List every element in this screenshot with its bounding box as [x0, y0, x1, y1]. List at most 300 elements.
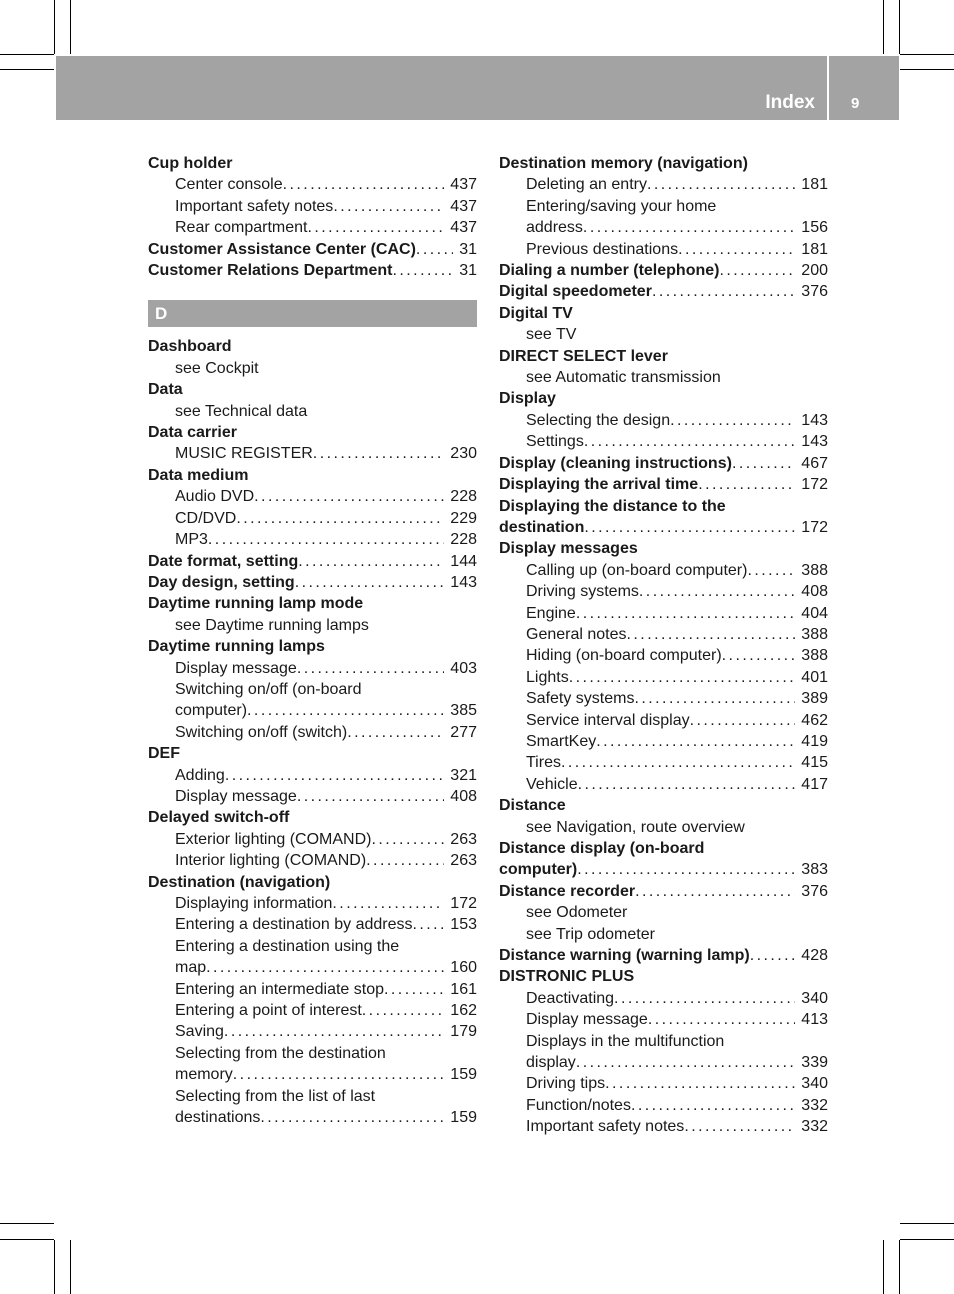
index-subentry	[148, 486, 477, 507]
entry-text: Entering an intermediate stop	[175, 980, 385, 998]
index-subentry	[499, 217, 828, 238]
leader-dots	[208, 529, 444, 550]
entry-text: Day design, setting	[148, 573, 295, 591]
index-subentry	[148, 786, 477, 807]
page-reference: 385	[450, 702, 477, 720]
page-reference: 228	[450, 488, 477, 506]
index-heading	[499, 281, 828, 302]
entry-text: DEF	[148, 745, 180, 763]
page-reference: 415	[801, 754, 828, 772]
entry-text: General notes	[526, 625, 627, 643]
page-reference: 263	[450, 830, 477, 848]
entry-text: Digital speedometer	[499, 283, 652, 301]
entry-text: Distance display (on-board	[499, 840, 705, 857]
page-reference: 229	[450, 509, 477, 527]
page-reference: 437	[450, 197, 477, 215]
page-number: 9	[851, 95, 860, 112]
index-subentry	[499, 774, 828, 795]
page-reference: 159	[450, 1066, 477, 1084]
leader-dots	[576, 603, 795, 624]
page-reference: 339	[801, 1054, 828, 1072]
index-subentry	[499, 988, 828, 1009]
leader-dots	[635, 881, 795, 902]
crop-mark	[899, 1240, 900, 1294]
page-reference: 31	[459, 240, 477, 258]
entry-text: Exterior lighting (COMAND)	[175, 830, 372, 848]
entry-text: DISTRONIC PLUS	[499, 968, 635, 986]
page-reference: 143	[801, 433, 828, 451]
crop-mark	[883, 1240, 884, 1294]
entry-text: Vehicle	[526, 775, 578, 793]
index-heading	[148, 465, 477, 486]
index-heading	[499, 496, 828, 517]
page-reference: 156	[801, 219, 828, 237]
entry-text: Selecting the design	[526, 411, 671, 429]
entry-text: address	[526, 219, 583, 237]
leader-dots	[332, 893, 444, 914]
leader-dots	[627, 624, 796, 645]
index-heading	[499, 859, 828, 880]
leader-dots	[690, 710, 796, 731]
leader-dots	[254, 486, 444, 507]
leader-dots	[313, 443, 445, 464]
leader-dots	[652, 281, 795, 302]
entry-text: Entering a destination by address	[175, 916, 413, 934]
entry-text: Display	[499, 390, 556, 408]
index-heading	[148, 572, 477, 593]
page-reference: 230	[450, 445, 477, 463]
page-reference: 144	[450, 552, 477, 570]
entry-text: SmartKey	[526, 732, 597, 750]
page-reference: 143	[450, 573, 477, 591]
index-heading	[499, 303, 828, 324]
entry-text: Display message	[175, 787, 297, 805]
index-subentry	[499, 1052, 828, 1073]
entry-text: Data carrier	[148, 424, 237, 442]
entry-text: display	[526, 1054, 576, 1072]
index-heading	[148, 239, 477, 260]
leader-dots	[347, 722, 444, 743]
entry-text: Cup holder	[148, 155, 233, 172]
page-reference: 340	[801, 1075, 828, 1093]
index-subentry	[499, 1073, 828, 1094]
index-subentry	[499, 581, 828, 602]
entry-text: Saving	[175, 1023, 224, 1041]
page-reference: 340	[801, 989, 828, 1007]
leader-dots	[634, 688, 795, 709]
index-subentry	[148, 979, 477, 1000]
leader-dots	[614, 988, 795, 1009]
page-reference: 388	[801, 561, 828, 579]
index-subentry	[499, 603, 828, 624]
page-reference: 388	[801, 647, 828, 665]
index-heading	[148, 336, 477, 357]
page-reference: 181	[801, 240, 828, 258]
index-subentry	[148, 1000, 477, 1021]
entry-text: see Automatic transmission	[526, 369, 721, 387]
page-reference: 321	[450, 766, 477, 784]
leader-dots	[698, 474, 795, 495]
entry-text: Display (cleaning instructions)	[499, 454, 732, 472]
crop-mark	[70, 1240, 71, 1294]
index-column-left	[148, 153, 477, 1128]
entry-text: MUSIC REGISTER	[175, 445, 313, 463]
index-subentry	[499, 902, 828, 923]
index-heading	[148, 636, 477, 657]
page-reference: 437	[450, 176, 477, 194]
leader-dots	[247, 700, 444, 721]
index-subentry	[148, 1043, 477, 1064]
index-subentry	[499, 817, 828, 838]
index-heading	[499, 474, 828, 495]
index-subentry	[148, 508, 477, 529]
entry-text: Display messages	[499, 540, 638, 558]
entry-text: Daytime running lamps	[148, 638, 325, 656]
leader-dots	[384, 979, 444, 1000]
entry-text: Display message	[526, 1011, 648, 1029]
index-subentry	[499, 752, 828, 773]
leader-dots	[371, 829, 444, 850]
index-subentry	[148, 722, 477, 743]
index-subentry	[148, 174, 477, 195]
entry-text: see Technical data	[175, 402, 308, 420]
entry-text: Deleting an entry	[526, 176, 647, 194]
page-reference: 159	[450, 1109, 477, 1127]
entry-text: Destination memory (navigation)	[499, 155, 748, 172]
index-heading	[499, 538, 828, 559]
leader-dots	[750, 945, 796, 966]
index-subentry	[499, 1095, 828, 1116]
index-heading	[148, 260, 477, 281]
entry-text: Settings	[526, 433, 584, 451]
crop-mark	[900, 54, 954, 55]
entry-text: Driving tips	[526, 1075, 606, 1093]
leader-dots	[670, 410, 795, 431]
leader-dots	[366, 850, 444, 871]
entry-text: Displaying the arrival time	[499, 476, 699, 494]
index-subentry	[499, 688, 828, 709]
leader-dots	[584, 517, 795, 538]
page-reference: 179	[450, 1023, 477, 1041]
crop-mark	[883, 0, 884, 54]
entry-text: Engine	[526, 604, 576, 622]
crop-mark	[70, 0, 71, 54]
leader-dots	[362, 1000, 445, 1021]
index-subentry	[148, 829, 477, 850]
page-reference: 31	[459, 262, 477, 280]
entry-text: Customer Assistance Center (CAC)	[148, 240, 416, 258]
leader-dots	[561, 752, 795, 773]
index-heading	[499, 517, 828, 538]
index-subentry	[148, 529, 477, 550]
leader-dots	[297, 786, 444, 807]
entry-text: Audio DVD	[175, 488, 255, 506]
page-reference: 332	[801, 1118, 828, 1136]
leader-dots	[647, 174, 795, 195]
entry-text: Daytime running lamp mode	[148, 595, 364, 613]
entry-text: Safety systems	[526, 690, 635, 708]
entry-text: Date format, setting	[148, 552, 299, 570]
entry-text: see Trip odometer	[526, 925, 655, 943]
index-heading	[499, 453, 828, 474]
leader-dots	[393, 260, 454, 281]
index-subentry	[499, 667, 828, 688]
crop-mark	[899, 0, 900, 54]
index-heading	[499, 838, 828, 859]
leader-dots	[260, 1107, 444, 1128]
page-reference: 404	[801, 604, 828, 622]
leader-dots	[308, 217, 445, 238]
entry-text: Entering/saving your home	[526, 197, 717, 215]
index-heading	[499, 346, 828, 367]
page-reference: 376	[801, 882, 828, 900]
index-subentry	[148, 217, 477, 238]
entry-text: Digital TV	[499, 304, 573, 322]
index-subentry	[148, 1086, 477, 1107]
crop-mark	[0, 69, 54, 70]
leader-dots	[283, 174, 445, 195]
leader-dots	[416, 239, 453, 260]
leader-dots	[605, 1073, 795, 1094]
entry-text: Driving systems	[526, 583, 639, 601]
entry-text: see Cockpit	[175, 359, 259, 377]
page-reference: 172	[450, 895, 477, 912]
page-reference: 200	[801, 262, 828, 280]
index-subentry	[499, 410, 828, 431]
entry-text: Tires	[526, 754, 561, 772]
page-reference: 332	[801, 1096, 828, 1114]
index-subentry	[499, 174, 828, 195]
leader-dots	[596, 731, 795, 752]
index-subentry	[148, 443, 477, 464]
index-subentry	[148, 893, 477, 914]
page-reference: 413	[801, 1011, 828, 1029]
index-subentry	[148, 936, 477, 957]
page-number-box	[829, 56, 899, 120]
entry-text: map	[175, 959, 207, 977]
page-reference: 403	[450, 659, 477, 677]
page-reference: 383	[801, 861, 828, 879]
crop-mark	[900, 1239, 954, 1240]
index-subentry	[499, 367, 828, 388]
page-reference: 263	[450, 852, 477, 870]
index-subentry	[499, 924, 828, 945]
page-reference: 143	[801, 411, 828, 429]
index-heading	[148, 422, 477, 443]
page-reference: 437	[450, 219, 477, 237]
index-subentry	[499, 431, 828, 452]
page-reference: 228	[450, 531, 477, 549]
entry-text: Adding	[175, 766, 225, 784]
entry-text: Switching on/off (switch)	[175, 723, 348, 741]
leader-dots	[333, 196, 444, 217]
index-heading	[148, 743, 477, 764]
crop-mark	[900, 69, 954, 70]
index-subentry	[499, 731, 828, 752]
crop-mark	[900, 1223, 954, 1224]
entry-text: Display message	[175, 659, 297, 677]
index-subentry	[148, 358, 477, 379]
entry-text: Function/notes	[526, 1096, 631, 1114]
entry-text: Calling up (on-board computer)	[526, 561, 748, 579]
page-reference: 428	[801, 947, 828, 965]
entry-text: Data medium	[148, 466, 249, 484]
entry-text: Important safety notes	[526, 1118, 685, 1136]
entry-text: Destination (navigation)	[148, 873, 331, 891]
entry-text: Selecting from the destination	[175, 1044, 386, 1062]
index-entries-d-continued	[499, 153, 828, 1138]
index-subentry	[148, 401, 477, 422]
entry-text: Important safety notes	[175, 197, 334, 215]
index-heading	[499, 153, 828, 174]
index-subentry	[148, 700, 477, 721]
crop-mark	[0, 1239, 54, 1240]
entry-text: Entering a point of interest	[175, 1002, 362, 1020]
index-subentry	[148, 914, 477, 935]
entry-text: Switching on/off (on-board	[175, 680, 362, 698]
page-reference: 172	[801, 518, 828, 536]
page-reference: 401	[801, 668, 828, 686]
entry-text: see Navigation, route overview	[526, 818, 745, 836]
entry-text: Dashboard	[148, 338, 232, 356]
entry-text: MP3	[175, 531, 208, 549]
page-reference: 467	[801, 454, 828, 472]
header-bar	[56, 56, 827, 120]
page-reference: 419	[801, 732, 828, 750]
index-subentry	[499, 645, 828, 666]
entry-text: Rear compartment	[175, 219, 308, 237]
entry-text: Center console	[175, 176, 283, 194]
page-reference: 462	[801, 711, 828, 729]
entry-text: Customer Relations Department	[148, 262, 393, 280]
page-reference: 162	[450, 1002, 477, 1020]
leader-dots	[631, 1095, 795, 1116]
leader-dots	[648, 1009, 795, 1030]
leader-dots	[297, 658, 444, 679]
index-subentry	[499, 196, 828, 217]
leader-dots	[206, 957, 444, 978]
index-subentry	[148, 1021, 477, 1042]
entry-text: computer)	[499, 861, 578, 879]
entry-text: Previous destinations	[526, 240, 679, 258]
section-letter: D	[155, 304, 168, 324]
leader-dots	[295, 572, 445, 593]
entry-text: computer)	[175, 702, 248, 720]
index-subentry	[499, 1009, 828, 1030]
index-subentry	[499, 324, 828, 345]
entry-text: memory	[175, 1066, 233, 1084]
entry-text: destinations	[175, 1109, 261, 1127]
leader-dots	[722, 645, 796, 666]
entry-text: see Daytime running lamps	[175, 616, 369, 634]
index-subentry	[148, 765, 477, 786]
index-subentry	[148, 615, 477, 636]
crop-mark	[0, 54, 54, 55]
entry-text: Distance warning (warning lamp)	[499, 947, 750, 965]
entry-text: Service interval display	[526, 711, 690, 729]
entry-text: Hiding (on-board computer)	[526, 647, 722, 665]
entry-text: see TV	[526, 326, 577, 344]
index-subentry	[148, 1064, 477, 1085]
entry-text: Entering a destination using the	[175, 937, 400, 955]
index-subentry	[499, 560, 828, 581]
leader-dots	[747, 560, 795, 581]
leader-dots	[732, 453, 795, 474]
leader-dots	[577, 859, 795, 880]
leader-dots	[684, 1116, 795, 1137]
entry-text: Dialing a number (telephone)	[499, 262, 720, 280]
index-subentry	[499, 710, 828, 731]
index-heading	[148, 593, 477, 614]
leader-dots	[576, 1052, 795, 1073]
page-reference: 417	[801, 775, 828, 793]
index-subentry	[499, 1116, 828, 1137]
index-entries-d	[148, 336, 477, 1128]
page-reference: 181	[801, 176, 828, 194]
leader-dots	[412, 914, 444, 935]
entry-text: see Odometer	[526, 904, 628, 922]
page-reference: 172	[801, 476, 828, 494]
leader-dots	[225, 765, 444, 786]
entry-text: Displaying the distance to the	[499, 497, 726, 515]
entry-text: Displaying information	[175, 895, 333, 912]
entry-text: Interior lighting (COMAND)	[175, 852, 367, 870]
index-heading	[499, 388, 828, 409]
index-subentry	[148, 196, 477, 217]
leader-dots	[224, 1021, 444, 1042]
entry-text: Lights	[526, 668, 569, 686]
leader-dots	[233, 1064, 445, 1085]
index-heading	[499, 795, 828, 816]
index-heading	[499, 966, 828, 987]
entry-text: Distance	[499, 797, 566, 815]
index-heading	[148, 807, 477, 828]
page-reference: 161	[450, 980, 477, 998]
index-column-right	[499, 153, 828, 1138]
entry-text: DIRECT SELECT lever	[499, 347, 668, 365]
index-heading	[499, 881, 828, 902]
page-reference: 408	[801, 583, 828, 601]
leader-dots	[569, 667, 796, 688]
index-heading	[499, 260, 828, 281]
page-reference: 408	[450, 787, 477, 805]
index-subentry	[499, 239, 828, 260]
leader-dots	[236, 508, 444, 529]
page-title: Index	[765, 92, 815, 113]
index-heading	[499, 945, 828, 966]
page-reference: 153	[450, 916, 477, 934]
entry-text: Delayed switch-off	[148, 809, 290, 827]
page-reference: 376	[801, 283, 828, 301]
index-subentry	[148, 850, 477, 871]
entry-text: Deactivating	[526, 989, 615, 1007]
crop-mark	[0, 1223, 54, 1224]
index-heading	[148, 379, 477, 400]
page-reference: 388	[801, 625, 828, 643]
leader-dots	[719, 260, 795, 281]
crop-mark	[54, 0, 55, 54]
entry-text: CD/DVD	[175, 509, 237, 527]
entry-text: Distance recorder	[499, 882, 636, 900]
index-heading	[148, 551, 477, 572]
index-subentry	[499, 1031, 828, 1052]
leader-dots	[639, 581, 795, 602]
leader-dots	[584, 431, 795, 452]
crop-mark	[54, 1240, 55, 1294]
index-subentry	[148, 679, 477, 700]
index-entries-c	[148, 153, 477, 281]
leader-dots	[583, 217, 795, 238]
